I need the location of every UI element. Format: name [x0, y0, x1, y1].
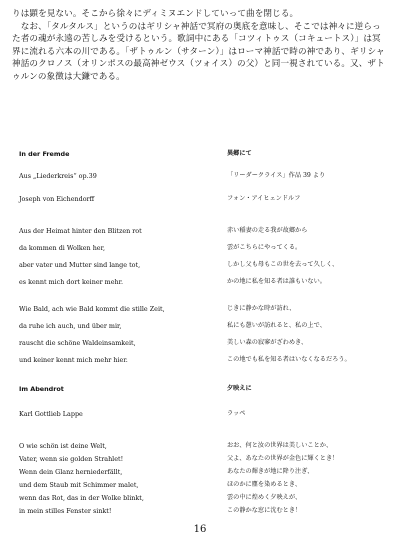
- intro-paragraph-2: なお、「タルタルス」というのはギリシャ神話で冥府の奥底を意味し、そこでは神々に逆らった者の魂が永遠の苦しみを受けるという。歌詞中にある「コツィトゥス（コキュートス）」は冥界に流れる六本の川である。「ザトゥルン（サターン）」はローマ神話で時の神であり、ギリシャ神話のクロノス（オリンポスの最高神ゼウス（ツォイス）の父）と同一視されている。又、ザトゥルンの象徴は大鎌である。: [12, 21, 385, 82]
- song2-title-ja: 夕映えに: [227, 385, 252, 392]
- song2-title-de: Im Abendrot: [19, 385, 64, 393]
- intro-text: [12, 8, 388, 84]
- song1-title-de: In der Fremde: [19, 150, 70, 158]
- verse-de: es kennt mich dort keiner mehr.: [19, 278, 124, 286]
- song1-source-ja: 「リーダークライス」作品 39 より: [227, 172, 326, 179]
- verse-de: rauscht die schöne Waldeinsamkeit,: [19, 339, 136, 347]
- song2-poet-ja: ラッペ: [227, 410, 246, 417]
- verse-ja: 赤い稲妻の走る我が故郷から: [227, 227, 308, 234]
- verse-de: und keiner kennt mich mehr hier.: [19, 356, 128, 364]
- verse-de: Wie Bald, ach wie Bald kommt die stille Zeit,: [19, 305, 165, 313]
- verse-ja: ほのかに塵を染めるとき、: [227, 481, 302, 488]
- verse-ja: 私にも憩いが訪れると、私の上で、: [227, 322, 326, 329]
- verse-ja: かの地に私を知る者は誰もいない。: [227, 278, 326, 285]
- verse-de: Wenn dein Glanz herniederfällt,: [19, 468, 123, 476]
- verse-de: und dem Staub mit Schimmer malet,: [19, 481, 139, 489]
- verse-ja: あなたの輝きが地に降り注ぎ、: [227, 468, 314, 475]
- verse-de: wenn das Rot, das in der Wolke blinkt,: [19, 494, 144, 502]
- song1-title-ja: 異郷にて: [227, 150, 252, 157]
- song1-poet-ja: フォン・アイヒェンドルフ: [227, 195, 301, 202]
- verse-ja: 父よ、あなたの世界が金色に輝くとき！: [227, 455, 339, 462]
- verse-ja: しかし父も母もこの世を去って久しく、: [227, 261, 339, 268]
- verse-ja: 雲がこちらにやってくる。: [227, 244, 302, 251]
- verse-ja: じきに静かな時が訪れ、: [227, 305, 296, 312]
- verse-de: Vater, wenn sie golden Strahlet!: [19, 455, 124, 463]
- verse-de: da ruhe ich auch, und über mir,: [19, 322, 122, 330]
- song1-poet-de: Joseph von Eichendorff: [19, 195, 95, 203]
- song2-poet-de: Karl Gottlieb Lappe: [19, 410, 83, 418]
- intro-paragraph-1: りは顕を見ない。そこから徐々にディミヌエンドしていって曲を閉じる。: [12, 9, 299, 19]
- verse-ja: おお、何と汝の世界は美しいことか、: [227, 442, 333, 449]
- verse-ja: この地でも私を知る者はいなくなるだろう。: [227, 356, 351, 363]
- verse-de: Aus der Heimat hinter den Blitzen rot: [19, 227, 142, 235]
- page-number: 16: [193, 524, 207, 535]
- verse-ja: この静かな窓に沈むとき！: [227, 507, 302, 514]
- verse-de: da kommen di Wolken her,: [19, 244, 105, 252]
- verse-de: aber vater und Mutter sind lange tot,: [19, 261, 141, 269]
- verse-de: in mein stilles Fenster sinkt!: [19, 507, 112, 515]
- verse-de: O wie schön ist deine Welt,: [19, 442, 107, 450]
- song1-source-de: Aus „Liederkreis“ op.39: [19, 172, 97, 180]
- verse-ja: 美しい森の寂寥がざわめき、: [227, 339, 308, 346]
- verse-ja: 雲の中に煌めく夕映えが、: [227, 494, 302, 501]
